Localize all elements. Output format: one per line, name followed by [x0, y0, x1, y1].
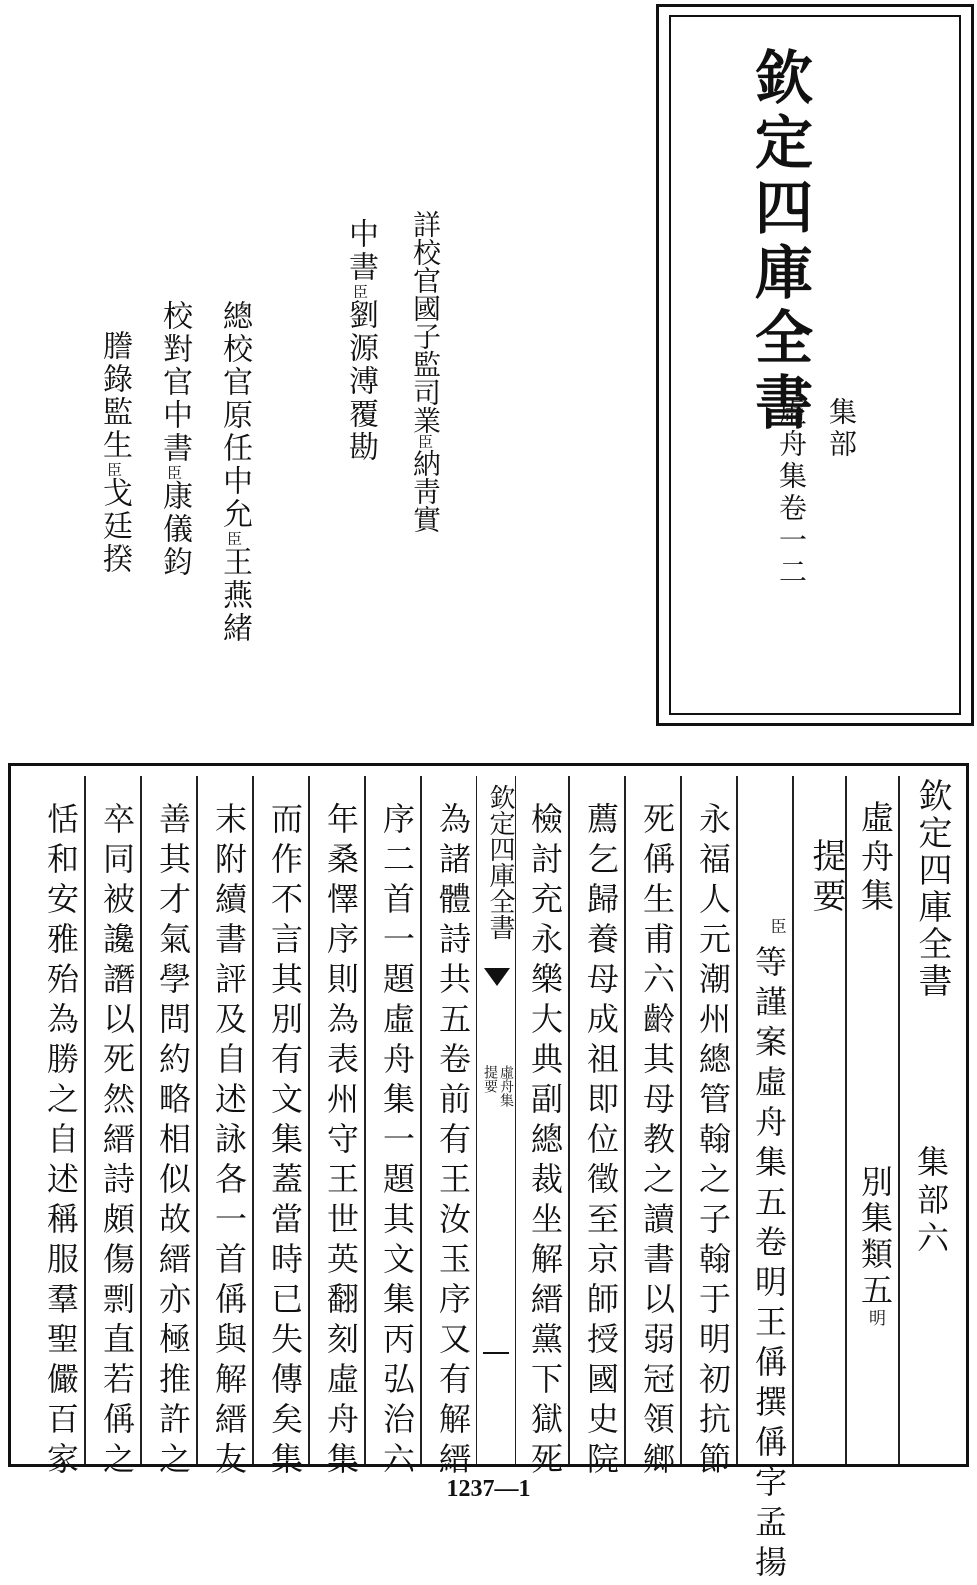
- margin-divider-line: [483, 1352, 509, 1354]
- column-rule: [792, 776, 794, 1464]
- credit-name: 戈廷揆: [97, 477, 132, 576]
- credit-rank: 臣: [416, 434, 434, 449]
- column-rule: [680, 776, 682, 1464]
- cover-section-label: 集部: [825, 397, 858, 461]
- credit-name: 納靑實: [409, 449, 442, 533]
- book-title: 虛舟集: [856, 800, 895, 917]
- text-column: 年桑懌序則為表州守王世英翻刻虛舟集: [322, 802, 360, 1482]
- cover-title: 欽定四庫全書: [745, 47, 813, 437]
- credit-column: [92, 330, 136, 576]
- text-column: 等謹案虛舟集五卷明王偁撰偁字孟揚: [750, 945, 788, 1585]
- text-column: 卒同被讒譖以死然縉詩頗傷剽直若偁之: [98, 802, 136, 1482]
- credit-rank: 臣: [165, 465, 183, 480]
- text-column: 永福人元潮州總管翰之子翰于明初抗節: [694, 802, 732, 1482]
- fish-tail-mark: [484, 968, 510, 986]
- cover-volume-label: 虛舟集卷一二: [775, 397, 808, 589]
- text-column: 序二首一題虛舟集一題其文集丙弘治六: [378, 802, 416, 1482]
- credit-rank: 臣: [105, 462, 123, 477]
- column-rule: [196, 776, 198, 1464]
- credit-rank: 臣: [351, 284, 369, 299]
- credit-column: [338, 218, 382, 464]
- credit-role: 校對官中書: [157, 300, 192, 465]
- page-header-section: 集部六: [912, 1145, 950, 1259]
- tiyao-heading: 提要: [806, 838, 846, 918]
- credit-role: 詳校官國子監司業: [409, 210, 442, 434]
- column-rule: [736, 776, 738, 1464]
- chen-mark: 臣: [768, 918, 787, 934]
- category-label: [852, 1165, 898, 1326]
- credit-role: 謄錄監生: [97, 330, 132, 462]
- credit-name: 王燕緒: [217, 546, 252, 645]
- column-rule: [140, 776, 142, 1464]
- margin-tiyao-label: 提要: [482, 1065, 498, 1093]
- credit-name: 劉源溥覆勘: [343, 299, 378, 464]
- margin-book-label: 虛舟集: [498, 1065, 514, 1107]
- column-rule: [420, 776, 422, 1464]
- cover-frame: [656, 4, 974, 726]
- credit-name: 康儀鈞: [157, 480, 192, 579]
- category-note: 明: [865, 1309, 885, 1326]
- column-rule: [624, 776, 626, 1464]
- text-column: 末附續書評及自述詠各一首偁與解縉友: [210, 802, 248, 1482]
- text-column: 薦乞歸養母成祖即位徵至京師授國史院: [582, 802, 620, 1482]
- column-rule: [252, 776, 254, 1464]
- credit-column: [152, 300, 196, 579]
- credit-role: 中書: [343, 218, 378, 284]
- column-rule: [308, 776, 310, 1464]
- column-rule: [568, 776, 570, 1464]
- column-rule: [364, 776, 366, 1464]
- text-column: 為諸體詩共五卷前有王汝玉序又有解縉: [434, 802, 472, 1482]
- text-column: 死偁生甫六齡其母教之讀書以弱冠領鄉: [638, 802, 676, 1482]
- cover-inner-frame: [669, 15, 961, 715]
- page-number: 1237—1: [446, 1476, 531, 1502]
- column-rule: [84, 776, 86, 1464]
- credit-rank: 臣: [225, 531, 243, 546]
- text-column: 善其才氣學問約略相似故縉亦極推許之: [154, 802, 192, 1482]
- credit-column: [405, 210, 445, 533]
- margin-title: 欽定四庫全書: [485, 784, 515, 940]
- page-header-title: 欽定四庫全書: [912, 778, 952, 1000]
- text-column: 恬和安雅殆為勝之自述稱服羣聖儼百家: [42, 802, 80, 1482]
- category-text: 別集類五: [856, 1165, 894, 1309]
- text-column: 而作不言其別有文集蓋當時已失傳矣集: [266, 802, 304, 1482]
- credit-column: [212, 300, 256, 645]
- text-column: 檢討充永樂大典副總裁坐解縉黨下獄死: [526, 802, 564, 1482]
- credit-role: 總校官原任中允: [217, 300, 252, 531]
